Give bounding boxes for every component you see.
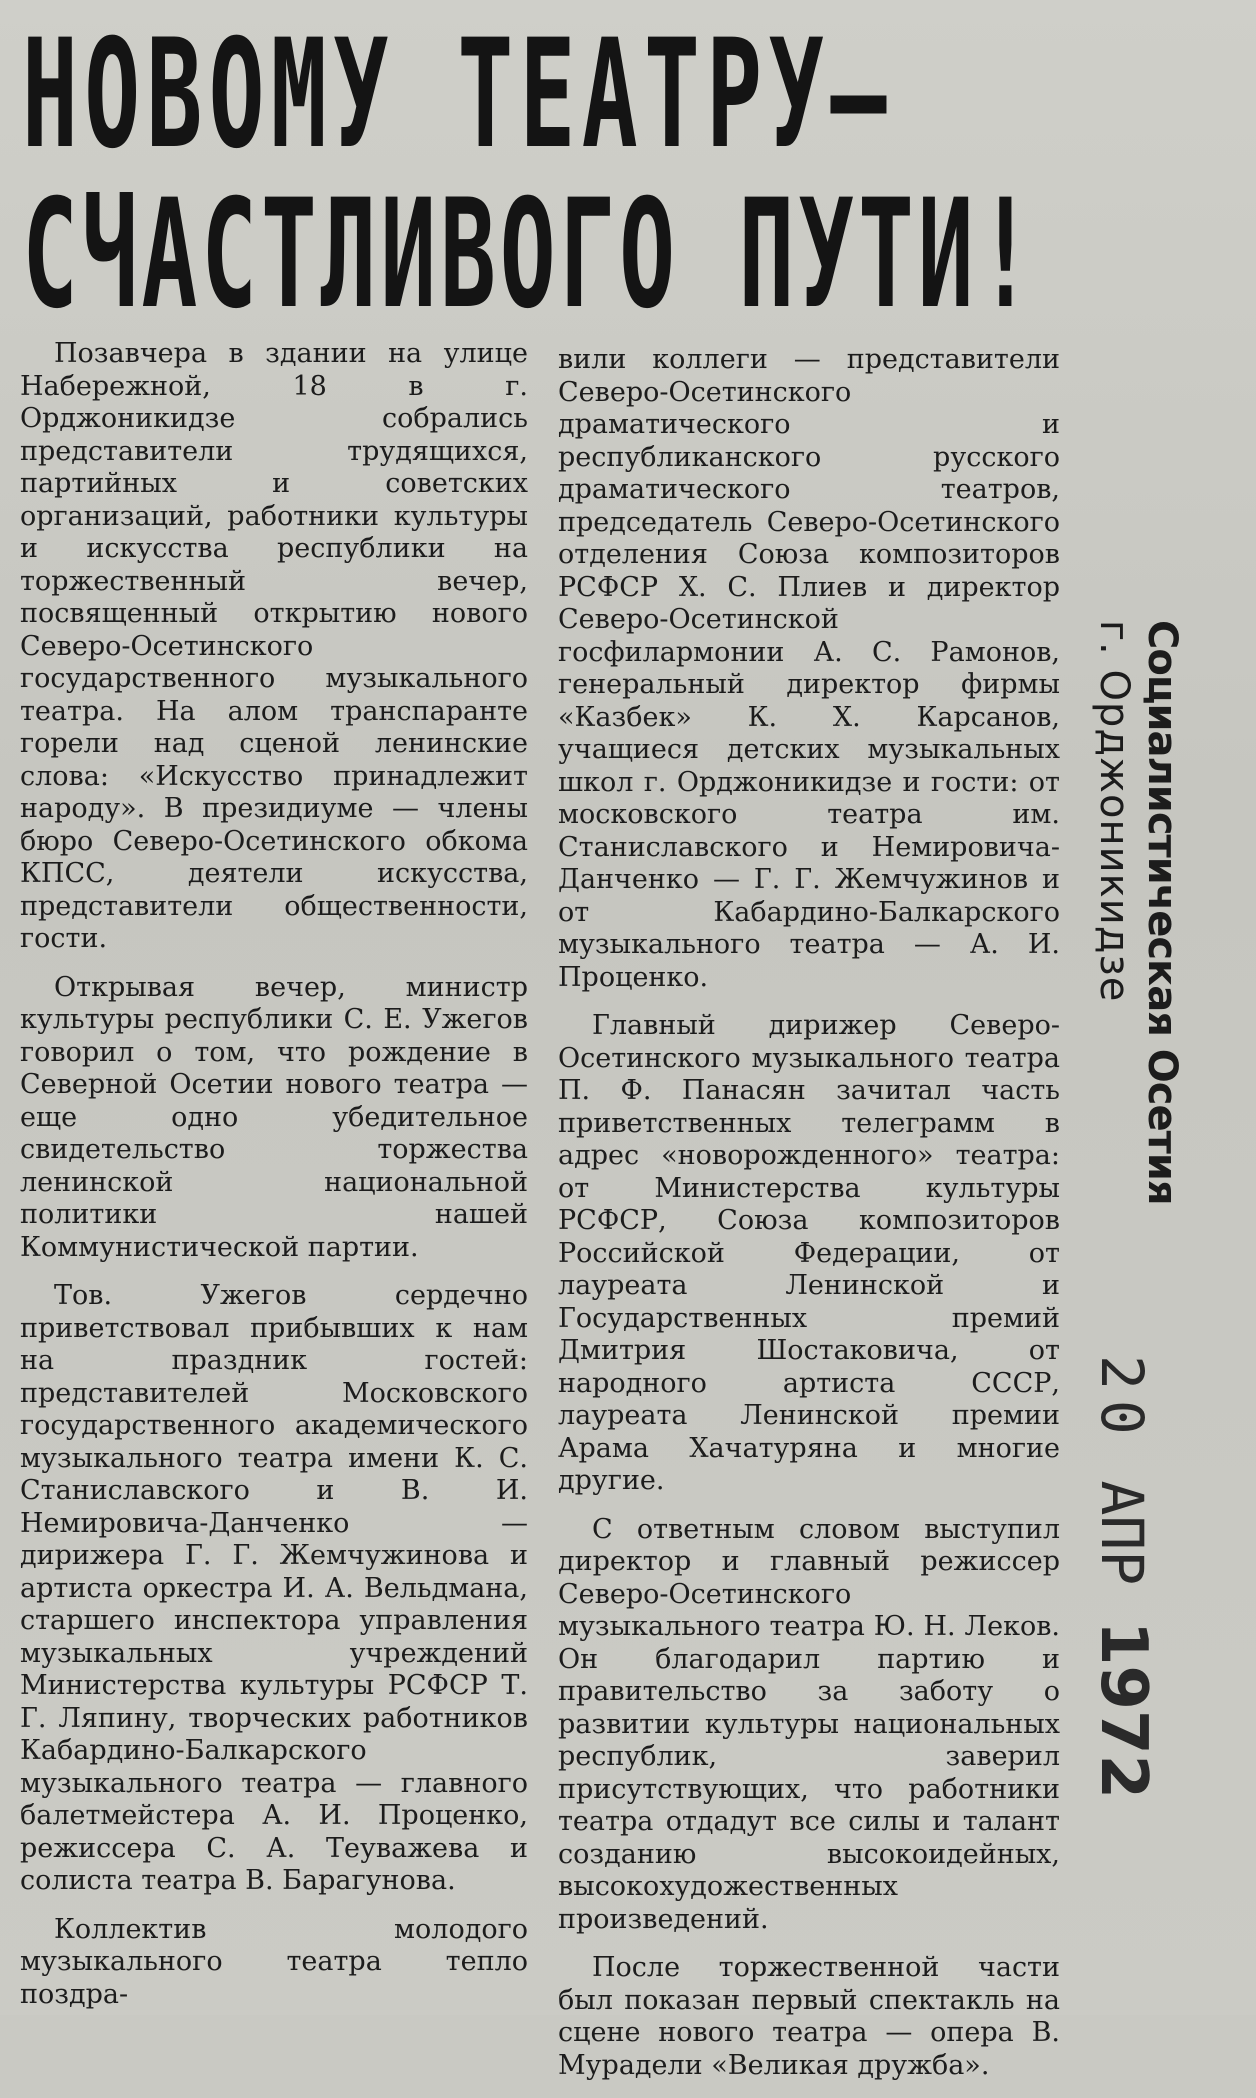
stamp-month: АПР (1088, 1480, 1156, 1586)
paragraph: После торжественной части был показан первый спектакль на сцене нового театра — опера В. Мурадели «Великая дружба». (558, 1952, 1060, 2081)
paragraph: Открывая вечер, министр культуры республики С. Е. Ужегов говорил о том, что рождение в Северной Осетии нового театра — еще одно убедительное свидетельство торжества ленинской национальной политики нашей Коммунистической партии. (20, 971, 528, 1263)
paragraph: Позавчера в здании на улице Набережной, 18 в г. Орджоникидзе собрались представители трудящихся, партийных и советских организаций, работники культуры и искусства республики на торжественный вечер, посвященный открытию нового Северо-Осетинского государственного музыкального театра. На алом транспаранте горели над сценой ленинские слова: «Искусство принадлежит народу». В президиуме — члены бюро Северо-Осетинского обкома КПСС, деятели искусства, представители общественности, гости. (20, 338, 528, 954)
paragraph: вили коллеги — представители Северо-Осетинского драматического и республиканского русского драматического театров, председатель Северо-Осетинского отделения Союза композиторов РСФСР Х. С. Плиев и директор Северо-Осетинской госфилармонии А. С. Рамонов, генеральный директор фирмы «Казбек» К. Х. Карсанов, учащиеся детских музыкальных школ г. Орджоникидзе и гости: от московского театра им. Станиславского и Немировича-Данченко — Г. Г. Жемчужинов и от Кабардино-Балкарского музыкального театра — А. И. Проценко. (558, 344, 1060, 993)
paragraph: Коллектив молодого музыкального театра тепло поздра- (20, 1913, 528, 2010)
paragraph: Тов. Ужегов сердечно приветствовал прибывших к нам на праздник гостей: представителей Московского государственного академического музыкального театра имени К. С. Станиславского и В. И. Немировича-Данченко — дирижера Г. Г. Жемчужинова и артиста оркестра И. А. Вельдмана, старшего инспектора управления музыкальных учреждений Министерства культуры РСФСР Т. Г. Ляпину, творческих работников Кабардино-Балкарского музыкального театра — главного балетмейстера А. И. Проценко, режиссера С. А. Теуважева и солиста театра В. Барагунова. (20, 1280, 528, 1896)
stamp-day: 20 (1088, 1355, 1156, 1445)
headline-line-2: СЧАСТЛИВОГО ПУТИ! (22, 168, 1038, 342)
article-column-1 (20, 338, 528, 2027)
source-label (1091, 620, 1185, 1205)
stamp-year: 1972 (1086, 1620, 1160, 1800)
article-column-2 (558, 344, 1060, 2098)
headline-line-1: НОВОМУ ТЕАТРУ— (22, 8, 893, 182)
date-stamp (1086, 1355, 1160, 1799)
paragraph: С ответным словом выступил директор и главный режиссер Северо-Осетинского музыкального театра Ю. Н. Леков. Он благодарил партию и правительство за заботу о развитии культуры национальных республик, заверил присутствующих, что работники театра отдадут все силы и талант созданию высокоидейных, высокохудожественных произведений. (558, 1513, 1060, 1935)
city-name: г. Орджоникидзе (1091, 620, 1137, 1003)
paragraph: Главный дирижер Северо-Осетинского музыкального театра П. Ф. Панасян зачитал часть приветственных телеграмм в адрес «новорожденного» театра: от Министерства культуры РСФСР, Союза композиторов Российской Федерации, от лауреата Ленинской и Государственных премий Дмитрия Шостаковича, от народного артиста СССР, лауреата Ленинской премии Арама Хачатуряна и многие другие. (558, 1010, 1060, 1496)
newspaper-name: Социалистическая Осетия (1139, 620, 1185, 1205)
